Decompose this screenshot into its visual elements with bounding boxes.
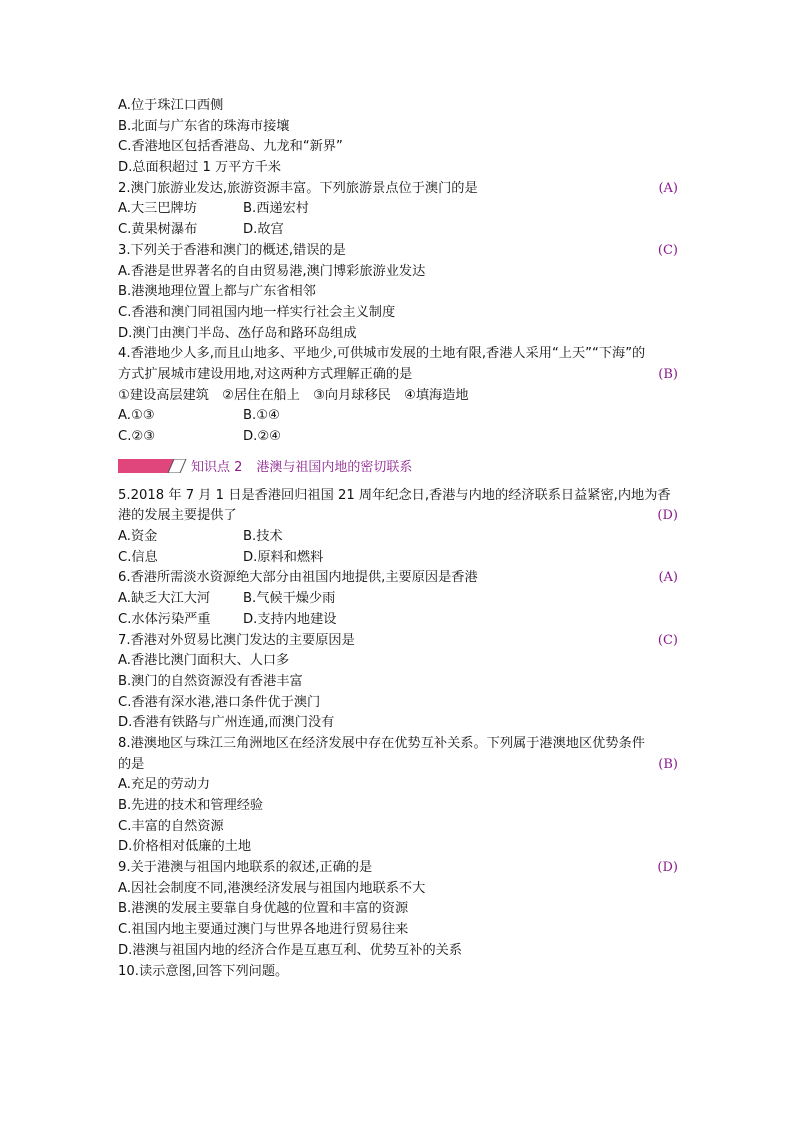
q3-option-b: B.港澳地理位置上都与广东省相邻 [118, 284, 316, 300]
q4-option-b: B.①④ [243, 408, 280, 424]
q5-option-d: D.原料和燃料 [243, 549, 324, 565]
q2-stem [118, 179, 678, 200]
q5-options-row2 [118, 548, 678, 569]
q1-option-a: A.位于珠江口西侧 [118, 98, 224, 113]
q5-option-a: A.资金 [118, 529, 158, 545]
q5-answer: (D) [657, 508, 678, 524]
section-title: 港澳与祖国内地的密切联系 [256, 460, 413, 476]
q7-answer: (C) [657, 632, 678, 648]
q10-stem: 10.读示意图,回答下列问题。 [118, 963, 289, 979]
q7-stem-text: 7.香港对外贸易比澳门发达的主要原因是 [118, 632, 355, 648]
q1-option-d: D.总面积超过 1 万平方千米 [118, 160, 281, 176]
q4-answer: (B) [658, 366, 678, 382]
q5-options-row1 [118, 527, 678, 548]
q2-answer: (A) [658, 180, 678, 196]
q6-options-row2 [118, 610, 678, 631]
q9-stem [118, 858, 678, 879]
q6-option-b: B.气候干燥少雨 [243, 591, 336, 607]
q2-stem-text: 2.澳门旅游业发达,旅游资源丰富。下列旅游景点位于澳门的是 [118, 180, 478, 196]
q3-stem [118, 241, 678, 262]
q5-option-c: C.信息 [118, 549, 158, 565]
section-badge-icon [118, 459, 188, 473]
q8-answer: (B) [658, 756, 678, 772]
q2-options-row1 [118, 199, 678, 220]
q6-options-row1 [118, 589, 678, 610]
q8-stem-line2 [118, 755, 678, 776]
q4-stem-line2-text: 方式扩展城市建设用地,对这两种方式理解正确的是 [118, 366, 413, 382]
q2-option-d: D.故宫 [243, 222, 284, 238]
q9-answer: (D) [657, 860, 678, 876]
q8-option-d: D.价格相对低廉的土地 [118, 839, 252, 855]
q4-option-a: A.①③ [118, 408, 155, 424]
worksheet-page [118, 96, 678, 982]
q6-stem-text: 6.香港所需淡水资源绝大部分由祖国内地提供,主要原因是香港 [118, 570, 478, 586]
q3-option-a: A.香港是世界著名的自由贸易港,澳门博彩旅游业发达 [118, 263, 426, 279]
q7-stem [118, 631, 678, 652]
q7-option-a: A.香港比澳门面积大、人口多 [118, 653, 290, 669]
q4-options-row1 [118, 406, 678, 427]
q9-option-b: B.港澳的发展主要靠自身优越的位置和丰富的资源 [118, 901, 409, 917]
q2-options-row2 [118, 220, 678, 241]
q2-option-b: B.西递宏村 [243, 201, 309, 217]
q7-option-d: D.香港有铁路与广州连通,而澳门没有 [118, 715, 335, 731]
q3-answer: (C) [657, 242, 678, 258]
q5-stem-line1: 5.2018 年 7 月 1 日是香港回归祖国 21 周年纪念日,香港与内地的经济联系日益紧密,内地为香 [118, 487, 671, 503]
q8-option-b: B.先进的技术和管理经验 [118, 798, 264, 813]
q2-option-c: C.黄果树瀑布 [118, 222, 198, 238]
q4-option-d: D.②④ [243, 429, 281, 444]
q6-answer: (A) [658, 570, 678, 586]
q9-option-d: D.港澳与祖国内地的经济合作是互惠互利、优势互补的关系 [118, 942, 463, 958]
q5-stem-line2 [118, 506, 678, 527]
q4-stem-line2 [118, 365, 678, 386]
q5-option-b: B.技术 [243, 529, 283, 545]
q9-option-a: A.因社会制度不同,港澳经济发展与祖国内地联系不大 [118, 880, 426, 896]
q7-option-c: C.香港有深水港,港口条件优于澳门 [118, 694, 321, 710]
q9-stem-text: 9.关于港澳与祖国内地联系的叙述,正确的是 [118, 860, 373, 876]
q9-option-c: C.祖国内地主要通过澳门与世界各地进行贸易往来 [118, 922, 409, 938]
q1-option-b: B.北面与广东省的珠海市接壤 [118, 118, 290, 134]
q6-option-d: D.支持内地建设 [243, 611, 337, 627]
q3-stem-text: 3.下列关于香港和澳门的概述,错误的是 [118, 242, 346, 258]
q8-option-c: C.丰富的自然资源 [118, 818, 224, 834]
q3-option-c: C.香港和澳门同祖国内地一样实行社会主义制度 [118, 304, 396, 320]
q8-option-a: A.充足的劳动力 [118, 777, 211, 793]
q3-option-d: D.澳门由澳门半岛、氹仔岛和路环岛组成 [118, 325, 357, 341]
q2-option-a: A.大三巴牌坊 [118, 201, 197, 217]
q6-option-a: A.缺乏大江大河 [118, 591, 211, 607]
q4-statements: ①建设高层建筑 ②居住在船上 ③向月球移民 ④填海造地 [118, 387, 469, 403]
section-label: 知识点 2 [191, 460, 243, 476]
q5-stem-line2-text: 港的发展主要提供了 [118, 508, 237, 524]
q8-stem-line2-text: 的是 [118, 756, 145, 772]
section-header [118, 452, 678, 480]
q1-option-c: C.香港地区包括香港岛、九龙和“新界” [118, 139, 343, 155]
q4-options-row2 [118, 427, 678, 448]
q6-option-c: C.水体污染严重 [118, 611, 211, 627]
q6-stem [118, 568, 678, 589]
q7-option-b: B.澳门的自然资源没有香港丰富 [118, 673, 303, 689]
q8-stem-line1: 8.港澳地区与珠江三角洲地区在经济发展中存在优势互补关系。下列属于港澳地区优势条件 [118, 735, 645, 751]
q4-stem-line1: 4.香港地少人多,而且山地多、平地少,可供城市发展的土地有限,香港人采用“上天”“下海”的 [118, 346, 646, 362]
q4-option-c: C.②③ [118, 429, 156, 444]
